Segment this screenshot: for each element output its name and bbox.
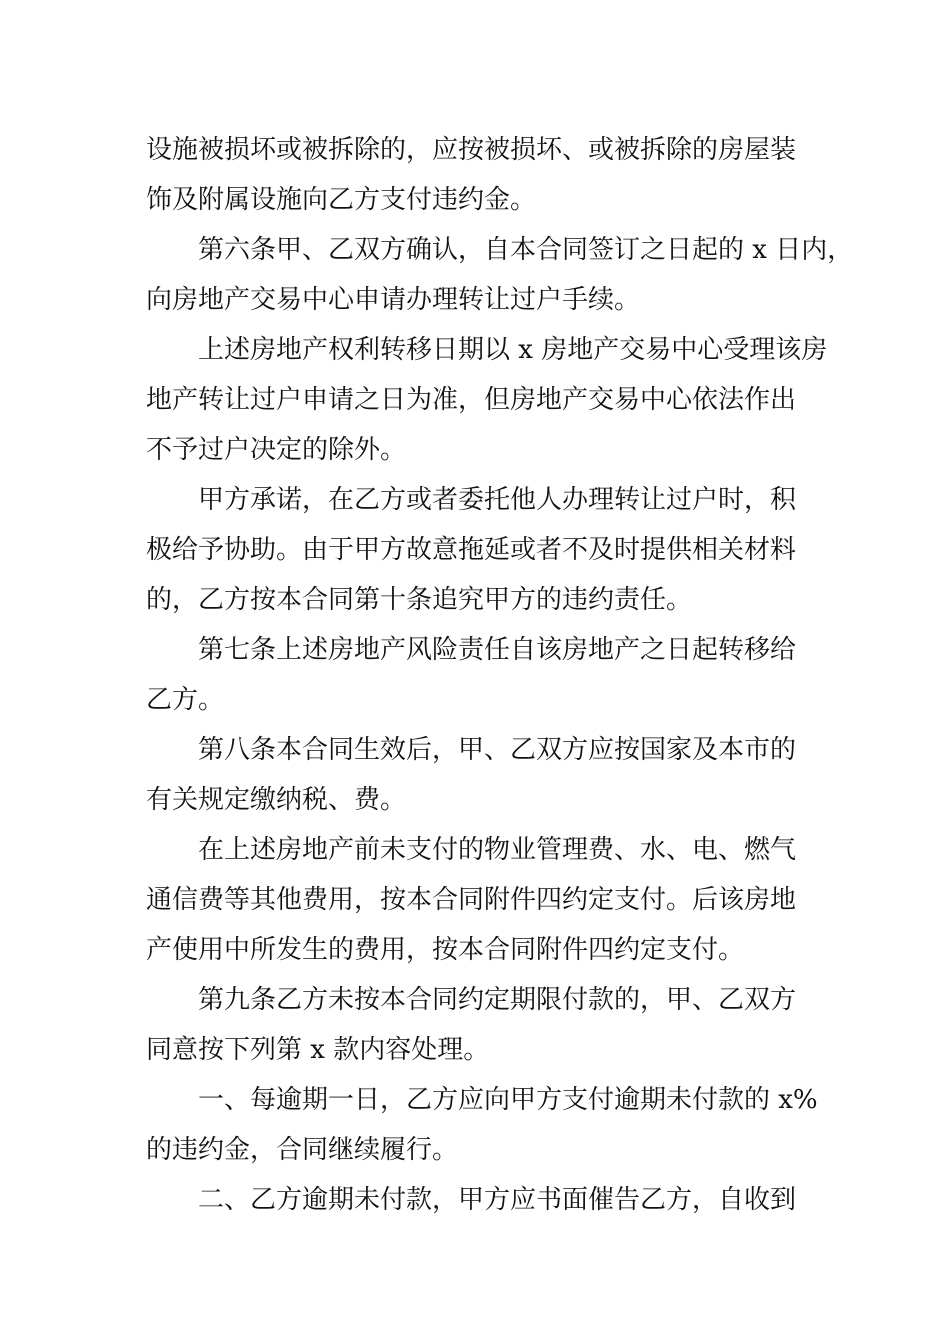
text-line: 第七条上述房地产风险责任自该房地产之日起转移给 [198, 635, 797, 665]
text-line: 有关规定缴纳税、费。 [146, 785, 407, 815]
text-line: 地产转让过户申请之日为准，但房地产交易中心依法作出 [146, 385, 797, 415]
text-line: 第八条本合同生效后，甲、乙双方应按国家及本市的 [198, 735, 797, 765]
text-line: 向房地产交易中心申请办理转让过户手续。 [146, 285, 641, 315]
text-line: 第六条甲、乙双方确认，自本合同签订之日起的 x 日内， [198, 235, 854, 265]
text-line: 的违约金，合同继续履行。 [146, 1135, 459, 1165]
text-line: 同意按下列第 x 款内容处理。 [146, 1035, 490, 1065]
text-line: 第九条乙方未按本合同约定期限付款的，甲、乙双方 [198, 985, 797, 1015]
text-line: 上述房地产权利转移日期以 x 房地产交易中心受理该房 [198, 335, 828, 365]
text-line: 设施被损坏或被拆除的，应按被损坏、或被拆除的房屋装 [146, 135, 797, 165]
text-line: 的，乙方按本合同第十条追究甲方的违约责任。 [146, 585, 693, 615]
text-line: 乙方。 [146, 685, 225, 715]
text-line: 极给予协助。由于甲方故意拖延或者不及时提供相关材料 [146, 535, 797, 565]
text-line: 饰及附属设施向乙方支付违约金。 [146, 185, 537, 215]
text-line: 在上述房地产前未支付的物业管理费、水、电、燃气 [198, 835, 797, 865]
text-line: 通信费等其他费用，按本合同附件四约定支付。后该房地 [146, 885, 797, 915]
text-line: 一、每逾期一日，乙方应向甲方支付逾期未付款的 x% [198, 1085, 818, 1115]
text-line: 二、乙方逾期未付款，甲方应书面催告乙方，自收到 [198, 1185, 797, 1215]
text-line: 产使用中所发生的费用，按本合同附件四约定支付。 [146, 935, 745, 965]
text-line: 不予过户决定的除外。 [146, 435, 407, 465]
text-line: 甲方承诺，在乙方或者委托他人办理转让过户时，积 [198, 485, 797, 515]
